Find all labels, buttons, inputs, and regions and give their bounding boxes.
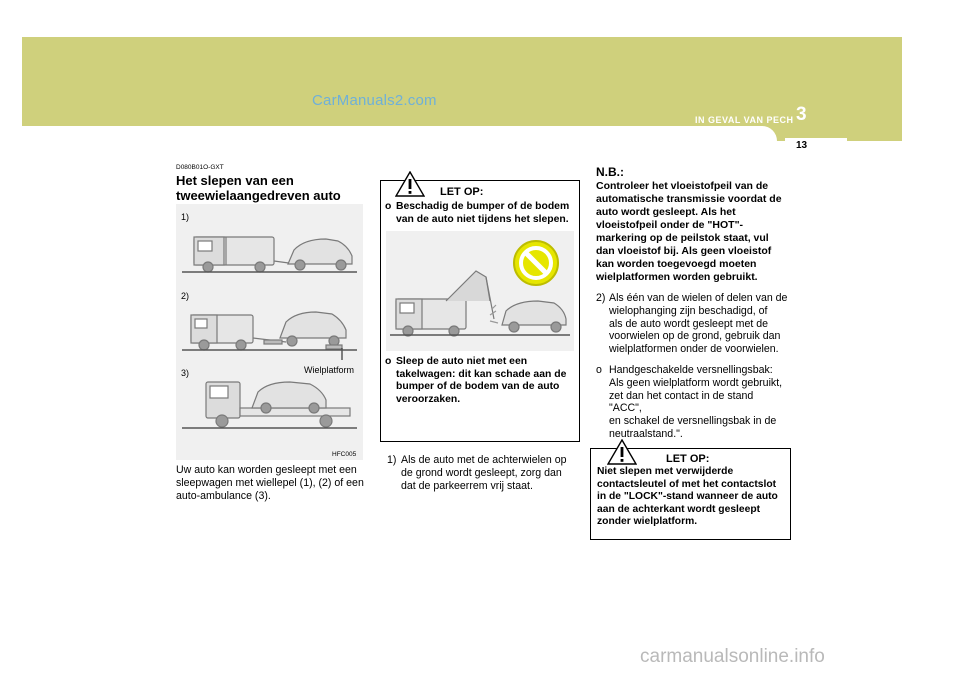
figure-label-1: 1) [181, 212, 190, 222]
note-line: Controleer het vloeistofpeil van de [596, 180, 769, 192]
chapter-number: 3 [796, 104, 807, 125]
warning-bullet-1 [385, 201, 577, 226]
warning-line: aan de achterkant wordt gesleept [597, 503, 761, 515]
note-line: automatische transmissie voordat de [596, 193, 782, 205]
figure-code: HFC005 [332, 451, 357, 458]
warning-bullet-2 [385, 356, 577, 406]
section-header [176, 164, 366, 203]
item-mark: 2) [596, 292, 606, 304]
towing-illustrations [176, 204, 363, 460]
towing-methods-figure [176, 204, 363, 460]
crane-tow-prohibited-figure [386, 231, 574, 351]
bullet-line: Sleep de auto niet met een [396, 356, 528, 367]
item-line: dat de parkeerrem vrij staat. [401, 480, 533, 492]
warning-triangle-icon [607, 439, 637, 465]
note-line: markering op de peilstok staat, vul [596, 232, 769, 244]
note-heading: N.B.: [596, 165, 624, 179]
prohibition-icon [514, 241, 558, 285]
item-line: wielophanging zijn beschadigd, of [609, 304, 768, 317]
tow-truck-dolly-illustration [182, 312, 357, 360]
section-heading-line: Het slepen van een [176, 173, 294, 188]
item-line: als de auto wordt gesleept met de [609, 317, 769, 330]
note-text [596, 180, 788, 284]
item-line: Als één van de wielen of delen van de [609, 292, 788, 304]
item-line: en schakel de versnellingsbak in de [609, 415, 777, 428]
section-heading [176, 173, 366, 203]
item-line: de grond wordt gesleept, zorg dan [401, 467, 562, 479]
warning-line: in de "LOCK"-stand wanneer de auto [597, 491, 778, 503]
tow-truck-wheel-lift-illustration [182, 237, 357, 272]
paragraph-line: Uw auto kan worden gesleept met een [176, 464, 357, 476]
item-line: zet dan het contact in de stand "ACC", [609, 389, 754, 415]
note-section [596, 165, 788, 441]
watermark-top-link[interactable]: CarManuals2.com [312, 92, 437, 109]
warning-line: zonder wielplatform. [597, 516, 698, 528]
figure-label-3: 3) [181, 368, 190, 378]
item-mark: 1) [387, 454, 397, 466]
chapter-title: IN GEVAL VAN PECH [695, 115, 794, 125]
damaged-wheel-item [596, 292, 788, 356]
page-number-tab [785, 138, 847, 154]
flatbed-truck-illustration [182, 382, 357, 428]
paragraph-line: auto-ambulance (3). [176, 490, 271, 502]
item-line: neutraalstand.". [609, 427, 683, 440]
bullet-line: van de auto niet tijdens het slepen. [396, 213, 569, 225]
warning-title: LET OP: [666, 453, 710, 465]
bullet-line: takelwagen: dit kan schade aan de [396, 368, 567, 380]
header-band-cutout [22, 126, 777, 141]
watermark-bottom-link[interactable]: carmanualsonline.info [640, 646, 825, 667]
bullet-mark: o [385, 356, 392, 367]
note-line: wielplatformen worden gebruikt. [596, 271, 758, 283]
warning-triangle-icon [395, 171, 425, 197]
parking-brake-item [387, 454, 579, 493]
item-line: wielplatformen onder de voorwielen. [609, 343, 779, 356]
section-heading-line: tweewielaangedreven auto [176, 188, 341, 203]
note-line: auto wordt gesleept. Als het [596, 206, 736, 218]
warning-title: LET OP: [440, 186, 484, 198]
note-line: vloeistofpeil onder de "HOT"- [596, 219, 744, 231]
manual-transmission-item [596, 364, 788, 441]
item-line: voorwielen op de grond, gebruik dan [609, 330, 781, 343]
note-line: dan vloeistof bij. Als geen vloeistof [596, 245, 772, 257]
warning-line: contactsleutel of met het contactslot [597, 478, 777, 490]
paragraph-line: sleepwagen met wiellepel (1), (2) of een [176, 477, 364, 489]
figure-label-2: 2) [181, 291, 190, 301]
note-line: kan worden toegevoegd moeten [596, 258, 757, 270]
item-line: Als geen wielplatform wordt gebruikt, [609, 376, 783, 389]
bullet-mark: o [385, 201, 392, 212]
item-line: Handgeschakelde versnellingsbak: [609, 363, 773, 376]
towing-methods-paragraph [176, 464, 366, 503]
warning-line: Niet slepen met verwijderde [597, 466, 734, 477]
warning-box-ignition [590, 448, 791, 540]
wheel-dolly-callout: Wielplatform [304, 365, 355, 375]
page-number: 13 [796, 140, 808, 151]
bullet-line: Beschadig de bumper of de bodem [396, 201, 570, 212]
bullet-line: bumper of de bodem van de auto [396, 381, 560, 393]
item-mark: o [596, 363, 602, 376]
crane-tow-illustration [386, 231, 574, 351]
section-code: D080B01O-GXT [176, 164, 224, 171]
item-line: Als de auto met de achterwielen op [401, 454, 567, 466]
warning-text [597, 466, 785, 529]
bullet-line: veroorzaken. [396, 393, 461, 405]
